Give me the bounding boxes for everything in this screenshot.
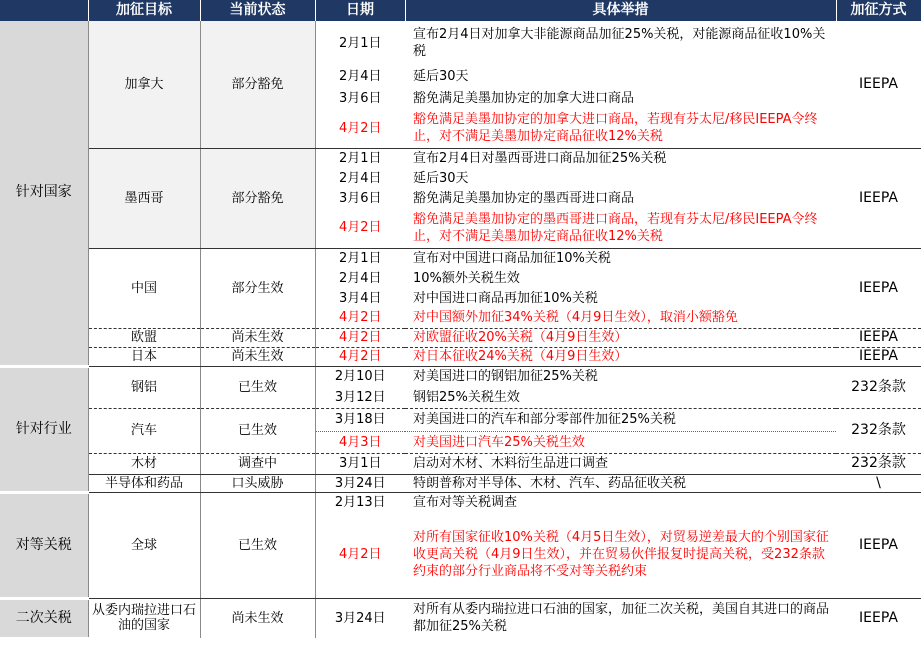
measure-cell: 对所有从委内瑞拉进口石油的国家，加征二次关税，美国自其进口的商品都加征25%关税 bbox=[413, 602, 830, 635]
date-cell: 3月6日 bbox=[338, 90, 382, 106]
target-china: 中国 bbox=[88, 248, 200, 328]
date-cell: 2月1日 bbox=[338, 35, 382, 51]
header-date: 日期 bbox=[315, 0, 405, 21]
measure-cell: 对中国进口商品再加征10%关税 bbox=[413, 290, 598, 306]
method-semi: \ bbox=[836, 474, 921, 492]
method-mexico: IEEPA bbox=[836, 148, 921, 248]
measure-cell: 宣布2月4日对加拿大非能源商品加征25%关税，对能源商品征收10%关税 bbox=[413, 27, 826, 59]
table-row bbox=[0, 21, 921, 65]
method-auto: 232条款 bbox=[836, 408, 921, 453]
date-cell: 3月18日 bbox=[315, 408, 405, 431]
header-row bbox=[0, 0, 921, 21]
status-venezuela: 尚未生效 bbox=[200, 598, 315, 638]
target-eu: 欧盟 bbox=[88, 328, 200, 347]
header-target: 加征目标 bbox=[88, 0, 200, 21]
measure-cell: 豁免满足美墨加协定的加拿大进口商品，若现有芬太尼/移民IEEPA令终止，对不满足美墨加协定商品征收12%关税 bbox=[405, 109, 836, 148]
method-canada: IEEPA bbox=[836, 21, 921, 148]
measure-cell: 宣布2月4日对墨西哥进口商品加征25%关税 bbox=[413, 150, 667, 166]
header-status: 当前状态 bbox=[200, 0, 315, 21]
status-wood: 调查中 bbox=[200, 453, 315, 474]
method-global: IEEPA bbox=[836, 492, 921, 598]
date-cell: 3月24日 bbox=[334, 610, 386, 626]
measure-cell: 对美国进口的汽车和部分零部件加征25%关税 bbox=[405, 408, 836, 431]
date-cell: 2月1日 bbox=[338, 250, 382, 266]
header-category bbox=[0, 0, 88, 21]
table-row bbox=[0, 248, 921, 268]
table-row bbox=[0, 408, 921, 431]
status-mexico: 部分豁免 bbox=[200, 148, 315, 248]
measure-cell: 10%额外关税生效 bbox=[413, 270, 520, 286]
table-row bbox=[0, 492, 921, 512]
target-semi: 半导体和药品 bbox=[88, 474, 200, 492]
measure-cell: 豁免满足美墨加协定的墨西哥进口商品 bbox=[413, 190, 635, 206]
date-cell: 3月12日 bbox=[315, 387, 405, 408]
measure-cell: 对欧盟征收20%关税（4月9日生效） bbox=[405, 328, 836, 347]
status-steel: 已生效 bbox=[200, 366, 315, 408]
status-eu: 尚未生效 bbox=[200, 328, 315, 347]
measure-cell: 对美国进口汽车25%关税生效 bbox=[405, 431, 836, 453]
status-global: 已生效 bbox=[200, 492, 315, 598]
header-method: 加征方式 bbox=[836, 0, 921, 21]
measure-cell: 豁免满足美墨加协定的加拿大进口商品 bbox=[413, 90, 635, 106]
header-measure: 具体举措 bbox=[405, 0, 836, 21]
target-canada: 加拿大 bbox=[88, 21, 200, 148]
measure-cell: 延后30天 bbox=[413, 170, 469, 186]
target-mexico: 墨西哥 bbox=[88, 148, 200, 248]
target-venezuela: 从委内瑞拉进口石油的国家 bbox=[88, 598, 200, 638]
measure-cell: 钢铝25%关税生效 bbox=[405, 387, 836, 408]
target-japan: 日本 bbox=[88, 347, 200, 366]
table-row bbox=[0, 474, 921, 492]
date-cell: 4月2日 bbox=[315, 347, 405, 366]
date-cell: 2月4日 bbox=[338, 270, 382, 286]
status-china: 部分生效 bbox=[200, 248, 315, 328]
measure-cell: 豁免满足美墨加协定的墨西哥进口商品，若现有芬太尼/移民IEEPA令终止，对不满足美墨加协定商品征收12%关税 bbox=[405, 208, 836, 248]
measure-cell: 对日本征收24%关税（4月9日生效） bbox=[405, 347, 836, 366]
measure-cell: 对美国进口的钢铝加征25%关税 bbox=[413, 369, 598, 385]
date-cell: 4月3日 bbox=[315, 431, 405, 453]
table-row bbox=[0, 347, 921, 366]
date-cell: 2月13日 bbox=[334, 494, 386, 510]
date-cell: 2月4日 bbox=[338, 68, 382, 84]
measure-cell: 延后30天 bbox=[413, 68, 469, 84]
date-cell: 4月2日 bbox=[315, 308, 405, 328]
table-row bbox=[0, 328, 921, 347]
measure-cell: 对中国额外加征34%关税（4月9日生效），取消小额豁免 bbox=[405, 308, 836, 328]
date-cell: 3月24日 bbox=[315, 474, 405, 492]
date-cell: 4月2日 bbox=[315, 328, 405, 347]
date-cell: 3月4日 bbox=[338, 290, 382, 306]
status-semi: 口头威胁 bbox=[200, 474, 315, 492]
method-eu: IEEPA bbox=[836, 328, 921, 347]
measure-cell: 宣布对中国进口商品加征10%关税 bbox=[413, 250, 611, 266]
measure-cell: 对所有国家征收10%关税（4月5日生效），对贸易逆差最大的个别国家征收更高关税（4月9日生效），并在贸易伙伴报复时提高关税，受232条款约束的部分行业商品将不受对等关税约束 bbox=[405, 512, 836, 598]
status-japan: 尚未生效 bbox=[200, 347, 315, 366]
target-wood: 木材 bbox=[88, 453, 200, 474]
date-cell: 4月2日 bbox=[315, 208, 405, 248]
table-row bbox=[0, 453, 921, 474]
table-row bbox=[0, 148, 921, 168]
status-auto: 已生效 bbox=[200, 408, 315, 453]
target-global: 全球 bbox=[88, 492, 200, 598]
measure-cell: 启动对木材、木料衍生品进口调查 bbox=[405, 453, 836, 474]
measure-cell: 特朗普称对半导体、木材、汽车、药品征收关税 bbox=[405, 474, 836, 492]
date-cell: 2月10日 bbox=[334, 369, 386, 385]
date-cell: 2月4日 bbox=[338, 170, 382, 186]
date-cell: 3月6日 bbox=[338, 190, 382, 206]
target-steel: 钢铝 bbox=[88, 366, 200, 408]
measure-cell: 宣布对等关税调查 bbox=[413, 494, 518, 510]
method-wood: 232条款 bbox=[836, 453, 921, 474]
date-cell: 3月1日 bbox=[315, 453, 405, 474]
status-canada: 部分豁免 bbox=[200, 21, 315, 148]
date-cell: 2月1日 bbox=[338, 150, 382, 166]
table-row bbox=[0, 598, 921, 638]
method-steel: 232条款 bbox=[836, 366, 921, 408]
target-auto: 汽车 bbox=[88, 408, 200, 453]
method-japan: IEEPA bbox=[836, 347, 921, 366]
category-industry: 针对行业 bbox=[0, 366, 88, 492]
category-reciprocal: 对等关税 bbox=[0, 492, 88, 598]
category-secondary: 二次关税 bbox=[0, 598, 88, 638]
table-row bbox=[0, 366, 921, 387]
date-cell: 4月2日 bbox=[315, 512, 405, 598]
date-cell: 4月2日 bbox=[315, 109, 405, 148]
method-venezuela: IEEPA bbox=[859, 609, 898, 626]
method-china: IEEPA bbox=[836, 248, 921, 328]
category-country: 针对国家 bbox=[0, 21, 88, 366]
